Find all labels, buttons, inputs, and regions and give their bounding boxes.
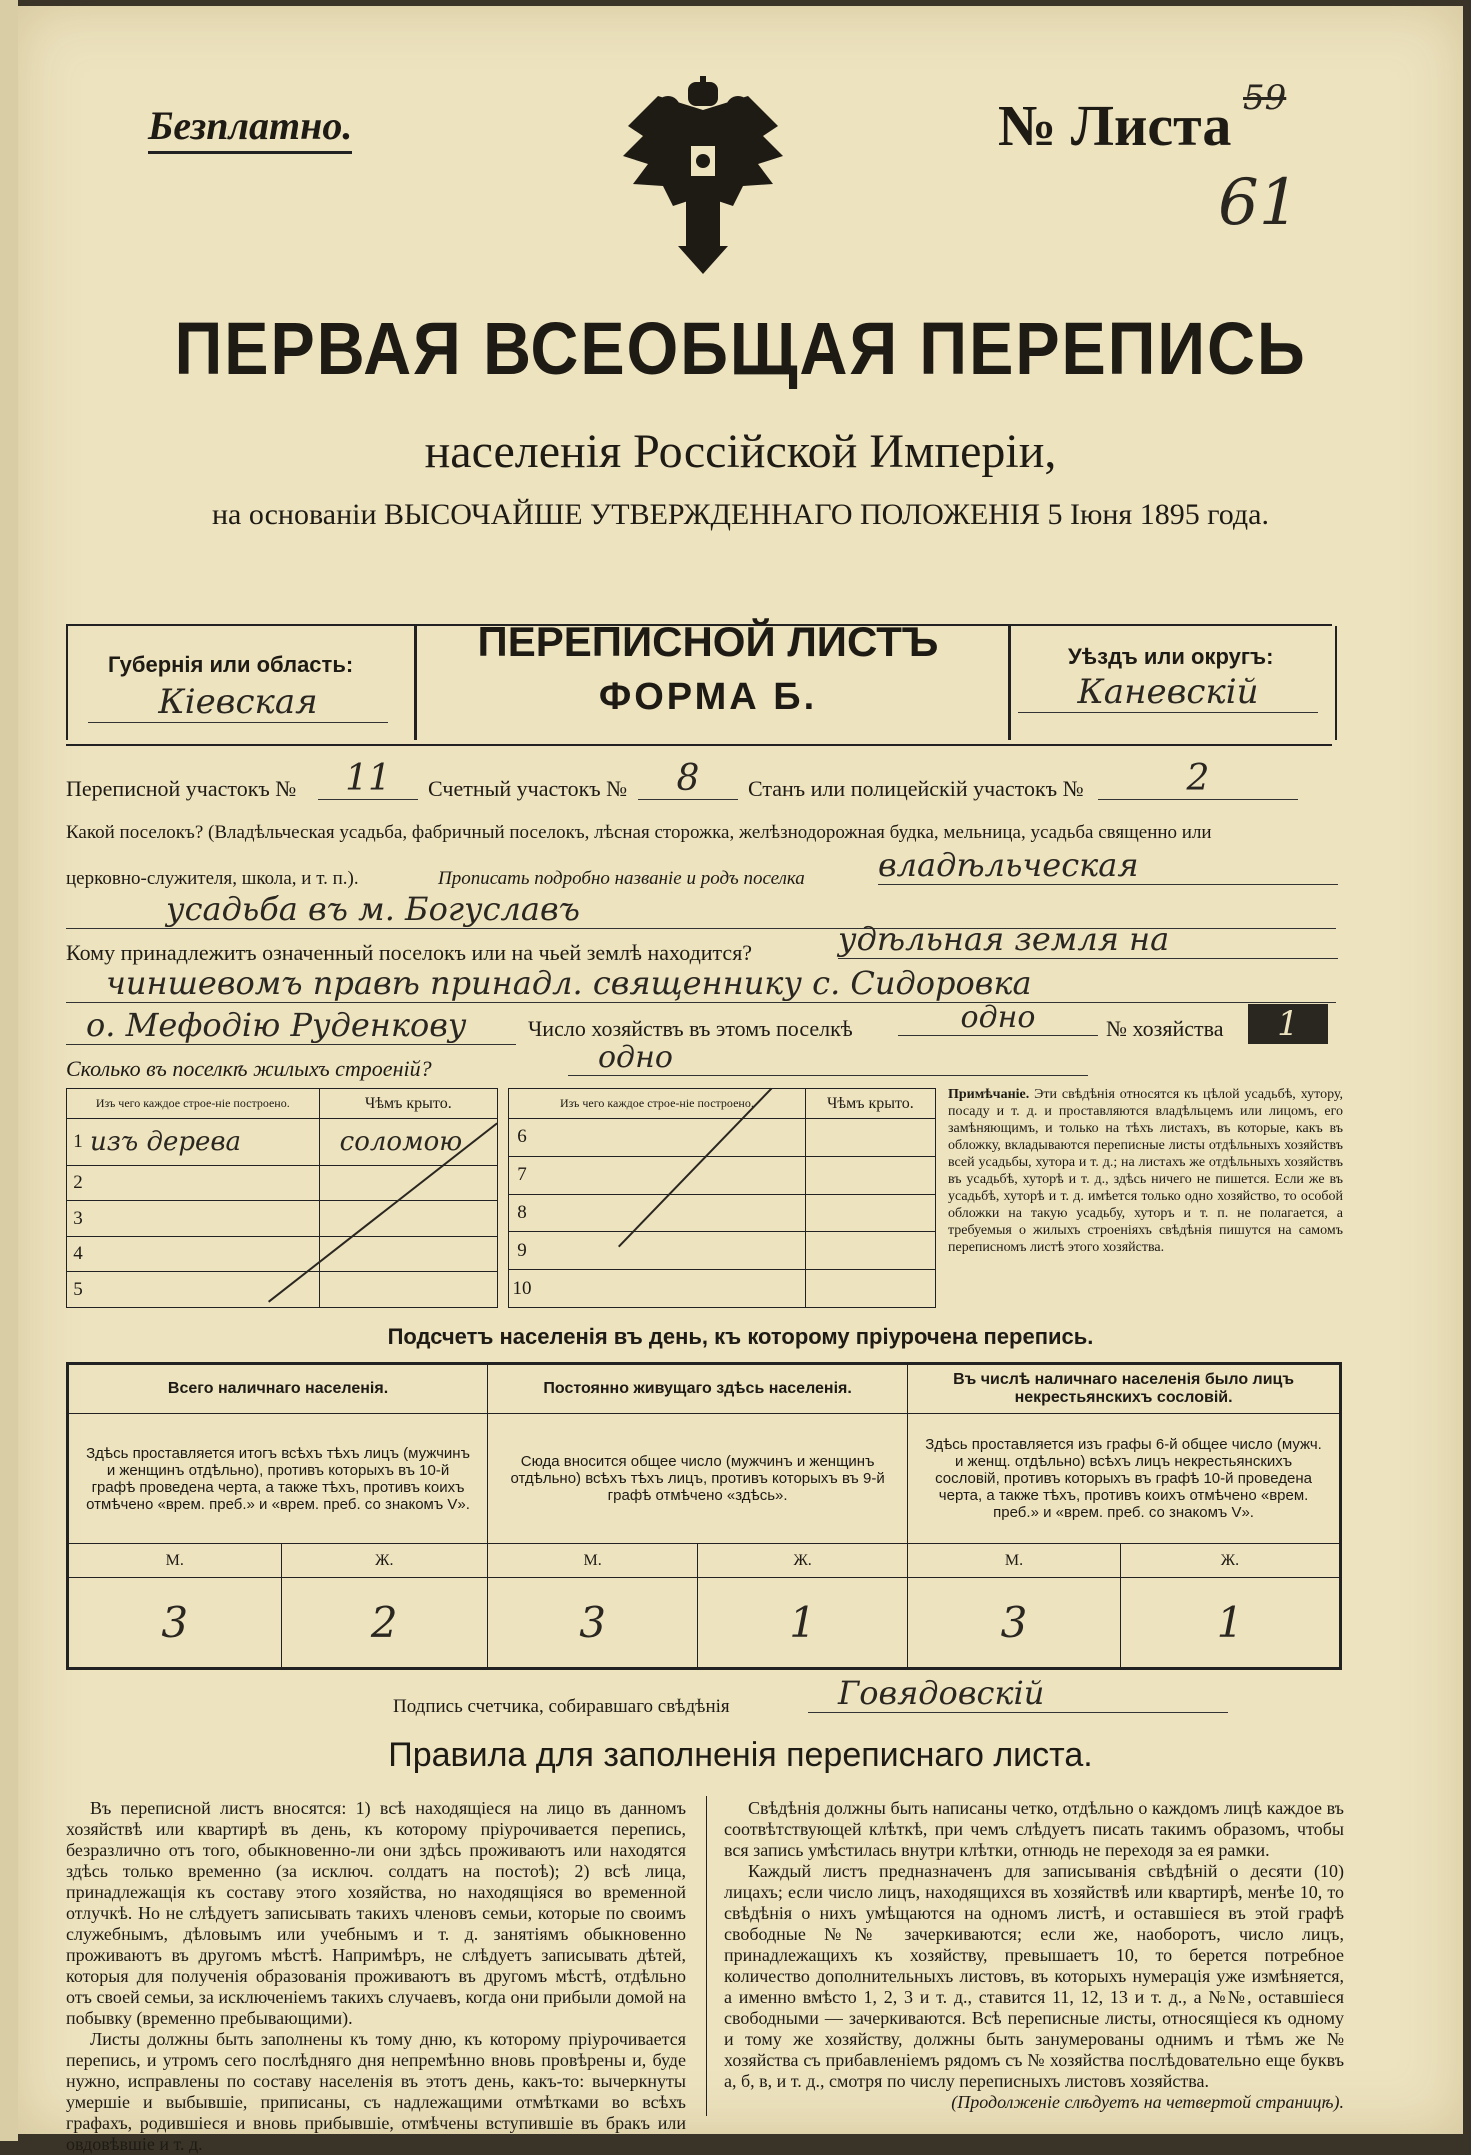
col-material-header-right: Изъ чего каждое строе-ніе построено. xyxy=(509,1089,806,1119)
settlement-value-2: усадьба въ м. Богуславъ xyxy=(66,890,1336,929)
households-label: Число хозяйствъ въ этомъ поселкѣ xyxy=(528,1016,853,1041)
page-edge xyxy=(0,0,18,2141)
settlement-hint: Прописать подробно названіе и родъ поселка xyxy=(438,868,805,889)
police-label: Станъ или полицейскій участокъ № xyxy=(748,776,1084,801)
buildings-table-right xyxy=(508,1088,936,1308)
free-label: Безплатно. xyxy=(148,102,352,154)
police-value: 2 xyxy=(1098,758,1298,800)
rules-left xyxy=(66,1798,686,2155)
col-total-desc: Здѣсь проставляется итогъ всѣхъ тѣхъ лицъ (мужчинъ и женщинъ отдѣльно), противъ которыхъ въ 10-й графѣ проведена черта, а также тѣхъ, противъ коихъ отмѣчено «врем. преб.» и «врем. преб. со знакомъ V». xyxy=(68,1414,488,1544)
total-women: 2 xyxy=(281,1578,488,1669)
table-row: 5 xyxy=(67,1272,498,1308)
signature-label: Подпись счетчика, собиравшаго свѣдѣнія xyxy=(393,1696,730,1717)
signature-value: Говядовскій xyxy=(808,1674,1228,1713)
rules-right-p1: Свѣдѣнія должны быть написаны четко, отдѣльно о каждомъ лицѣ каждое въ соотвѣтствующей клѣткѣ, при чемъ слѣдуетъ писать такимъ образомъ, чтобы вся запись умѣстилась внутри клѣтки, отнюдь не переходя за ея рамки. xyxy=(724,1798,1344,1860)
owner-value-1: удѣльная земля на xyxy=(838,920,1338,959)
form-sub: ФОРМА Б. xyxy=(598,676,818,718)
census-area-value: 11 xyxy=(318,758,418,800)
census-area-label: Переписной участокъ № xyxy=(66,776,297,801)
nonpeasant-men: 3 xyxy=(908,1578,1121,1669)
col-nonpeasant-title: Въ числѣ наличнаго населенія было лицъ некрестьянскихъ сословій. xyxy=(908,1364,1341,1414)
page-title: ПЕРВАЯ ВСЕОБЩАЯ ПЕРЕПИСЬ xyxy=(174,307,1307,390)
table-row: 1 изъ дерева соломою xyxy=(67,1119,498,1166)
form-title: ПЕРЕПИСНОЙ ЛИСТЪ xyxy=(477,618,939,665)
col-roof-header-right: Чѣмъ крыто. xyxy=(805,1089,935,1119)
province-label: Губернія или область: xyxy=(108,652,354,677)
owner-value-3: о. Мефодію Руденкову xyxy=(66,1006,516,1045)
table-row: 7 xyxy=(509,1156,936,1194)
household-no-label: № хозяйства xyxy=(1106,1016,1224,1041)
buildings-label: Сколько въ поселкѣ жилыхъ строеній? xyxy=(66,1056,432,1081)
note xyxy=(948,1086,1343,1256)
population-heading: Подсчетъ населенія въ день, къ которому пріурочена перепись. xyxy=(387,1324,1094,1349)
note-text: Эти свѣдѣнія относятся къ цѣлой усадьбѣ, хутору, посаду и т. д. и проставляются владѣльцемъ или лицомъ, его замѣняющимъ, и только на тѣхъ листахъ, въ которые, какъ въ обложку, вкладываются переписные листы отдѣльныхъ хозяйствъ всей усадьбы, хутора и т. д.; на листахъ же отдѣльныхъ хозяйствъ въ усадьбѣ, хуторѣ и т. д., здѣсь ничего не пишется. Если же въ усадьбѣ, хуторѣ и т. д. имѣется только одно хозяйство, то особой обложки на такую усадьбу, хуторъ и т. п. не полагается, а требуемыя о жилыхъ строеніяхъ свѣдѣнія пишутся на самомъ переписномъ листѣ этого хозяйства. xyxy=(948,1087,1344,1255)
rules-title: Правила для заполненія переписнаго листа. xyxy=(388,1736,1093,1774)
table-row: 3 xyxy=(67,1201,498,1237)
owner-question: Кому принадлежитъ означенный поселокъ или на чьей землѣ находится? xyxy=(66,940,753,965)
rules-continue: (Продолженіе слѣдуетъ на четвертой страницѣ). xyxy=(951,2092,1344,2112)
households-value: одно xyxy=(898,1000,1098,1036)
rules-left-p2: Листы должны быть заполнены къ тому дню, къ которому пріурочивается перепись, и утромъ сего послѣдняго дня непремѣнно вновь провѣрены и, буде нужно, исправлены по составу населенія въ этотъ день, какъ-то: вычеркнуты умершіе и выбывшіе, приписаны, съ надлежащими отмѣтками во всѣхъ графахъ, родившіеся и вновь прибывшіе, отмѣчены вступившіе въ бракъ или овдовѣвшіе и т. д. xyxy=(66,2029,686,2154)
table-row: 2 xyxy=(67,1165,498,1201)
province-value: Кіевская xyxy=(88,682,388,723)
nonpeasant-women: 1 xyxy=(1120,1578,1340,1669)
resident-women: 1 xyxy=(698,1578,908,1669)
col-roof-header: Чѣмъ крыто. xyxy=(319,1089,497,1119)
settlement-question: Какой поселокъ? (Владѣльческая усадьба, фабричный поселокъ, лѣсная сторожка, желѣзнодорожная будка, мельница, усадьба священно или xyxy=(66,822,1212,843)
note-label: Примѣчаніе. xyxy=(948,1087,1030,1102)
household-no-value: 1 xyxy=(1248,1004,1328,1044)
settlement-value-1: владѣльческая xyxy=(878,846,1338,885)
count-area-value: 8 xyxy=(638,758,738,800)
col-nonpeasant-desc: Здѣсь проставляется изъ графы 6-й общее число (мужч. и женщ. отдѣльно) всѣхъ лицъ некрестьянскихъ сословій, противъ которыхъ въ графѣ 10-й проведена черта, а также тѣхъ, противъ коихъ отмѣчено «врем. преб.» и «врем. преб. со знакомъ V». xyxy=(908,1414,1341,1544)
census-sheet xyxy=(18,6,1463,2154)
district-label: Уѣздъ или округъ: xyxy=(1068,644,1274,669)
buildings-value: одно xyxy=(568,1040,1088,1076)
rules-divider xyxy=(706,1796,707,2116)
table-row: 6 xyxy=(509,1119,936,1157)
resident-men: 3 xyxy=(488,1578,698,1669)
subtitle-decree: на основаніи ВЫСОЧАЙШЕ УТВЕРЖДЕННАГО ПОЛОЖЕНІЯ 5 Іюня 1895 года. xyxy=(212,498,1269,531)
rules-right-p2: Каждый листъ предназначенъ для записыванія свѣдѣній о десяти (10) лицахъ; если число лицъ, находящихся въ хозяйствѣ или квартирѣ, менѣе 10, то свѣдѣнія о нихъ умѣщаются на одномъ листѣ, и оставшіеся въ этой графѣ свободные №№ зачеркиваются; если же, наоборотъ, число лицъ, принадлежащихъ къ хозяйству, превышаетъ 10, то берется потребное количество дополнительныхъ листовъ, въ которыхъ нумерація уже измѣняется, а именно вмѣсто 1, 2, 3 и т. д., ставится 11, 12, 13 и т. д., а №№, оставшіеся свободными — зачеркиваются. Всѣ переписные листы, относящіеся къ одному и тому же хозяйству, должны быть занумерованы однимъ и тѣмъ же № хозяйства съ прибавленіемъ рядомъ съ № хозяйства послѣдовательно еще буквъ а, б, в, и т. д., смотря по числу переписныхъ листовъ хозяйства. xyxy=(724,1861,1344,2091)
count-area-label: Счетный участокъ № xyxy=(428,776,628,801)
sheet-number-struck: 59 xyxy=(1243,78,1287,118)
table-row: 8 xyxy=(509,1194,936,1232)
col-resident-title: Постоянно живущаго здѣсь населенія. xyxy=(488,1364,908,1414)
owner-value-2: чиншевомъ правѣ принадл. священнику с. Сидоровка xyxy=(66,964,1336,1003)
col-resident-desc: Сюда вносится общее число (мужчинъ и женщинъ отдѣльно) всѣхъ тѣхъ лицъ, противъ которыхъ въ 9-й графѣ отмѣчено «здѣсь». xyxy=(488,1414,908,1544)
population-table: Всего наличнаго населенія. Постоянно живущаго здѣсь населенія. Въ числѣ наличнаго населенія было лицъ некрестьянскихъ сословій. Здѣсь проставляется итогъ всѣхъ тѣхъ лицъ (мужчинъ и женщинъ отдѣльно), противъ которыхъ въ 10-й графѣ проведена черта, а также тѣхъ, противъ коихъ отмѣчено «врем. преб.» и «врем. преб. со знакомъ V». Сюда вносится общее число (мужчинъ и женщинъ отдѣльно) всѣхъ тѣхъ лицъ, противъ которыхъ въ 9-й графѣ отмѣчено «здѣсь». Здѣсь проставляется изъ графы 6-й общее число (мужч. и женщ. отдѣльно) всѣхъ лицъ некрестьянскихъ сословій, противъ которыхъ въ графѣ 10-й проведена черта, а также тѣхъ, противъ коихъ отмѣчено «врем. преб.» и «врем. преб. со знакомъ V». М. Ж. М. Ж. М. Ж. 3 2 3 1 3 1 xyxy=(66,1362,1342,1670)
table-row: 4 xyxy=(67,1236,498,1272)
total-men: 3 xyxy=(68,1578,282,1669)
sheet-number-label: № Листа xyxy=(998,93,1232,158)
subtitle: населенія Россійской Имперіи, xyxy=(424,425,1057,478)
rules-left-p1: Въ переписной листъ вносятся: 1) всѣ находящіеся на лицо въ данномъ хозяйствѣ или квартирѣ въ день, къ которому пріурочивается перепись, безразлично отъ того, обыкновенно-ли они здѣсь проживаютъ или находятся здѣсь только временно (за исключ. солдатъ на постоѣ); 2) всѣ лица, принадлежащія къ составу этого хозяйства, но находящіяся во временной отлучкѣ. Но не слѣдуетъ записывать такихъ членовъ семьи, которые по своимъ служебнымъ, дѣловымъ или учебнымъ и т. д. занятіямъ обыкновенно проживаютъ въ другомъ мѣстѣ. Напримѣръ, не слѣдуетъ записывать дѣтей, которыя для полученія образованія проживаютъ въ другомъ мѣстѣ, отдѣльно отъ своей семьи, за исключеніемъ такихъ случаевъ, когда они прибыли домой на побывку (временно пребывающими). xyxy=(66,1798,686,2028)
buildings-table-left xyxy=(66,1088,498,1308)
double-headed-eagle-icon xyxy=(618,76,788,281)
col-total-title: Всего наличнаго населенія. xyxy=(68,1364,488,1414)
district-value: Каневскій xyxy=(1018,672,1318,713)
col-material-header: Изъ чего каждое строе-ніе построено. xyxy=(67,1089,320,1119)
table-row: 10 xyxy=(509,1270,936,1308)
rules-right xyxy=(724,1798,1344,2113)
table-row: 9 xyxy=(509,1232,936,1270)
settlement-question-cont: церковно-служителя, школа, и т. п.). xyxy=(66,868,359,889)
sheet-number: 61 xyxy=(1218,166,1300,240)
